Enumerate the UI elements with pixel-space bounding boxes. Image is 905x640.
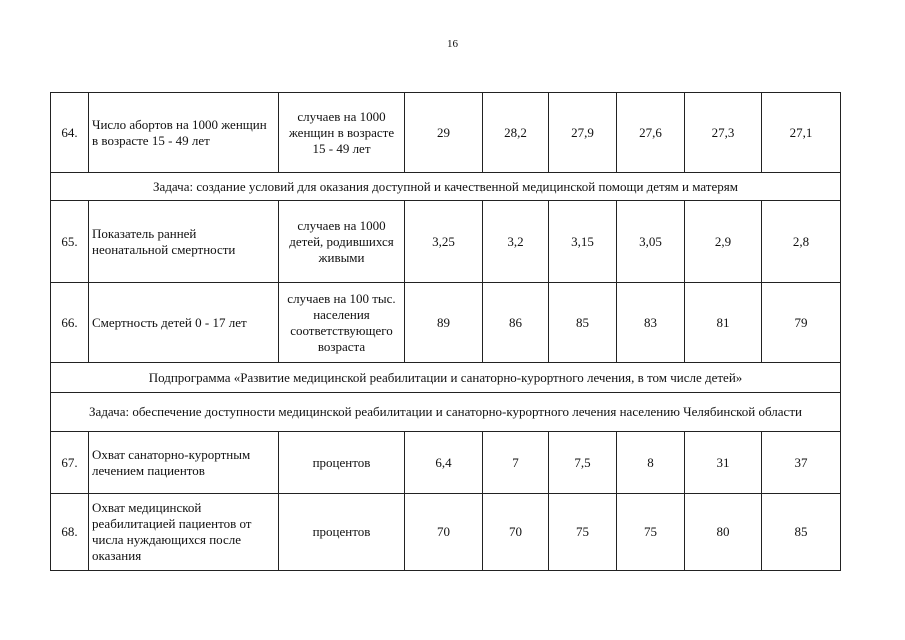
unit-cell: процентов bbox=[279, 432, 405, 494]
value-cell: 3,15 bbox=[549, 201, 617, 283]
task-heading: Задача: создание условий для оказания доступной и качественной медицинской помощи детям и матерям bbox=[51, 173, 841, 201]
row-number: 66. bbox=[51, 283, 89, 363]
indicator-name: Число абортов на 1000 женщин в возрасте 15 - 49 лет bbox=[89, 93, 279, 173]
value-cell: 31 bbox=[685, 432, 762, 494]
value-cell: 27,3 bbox=[685, 93, 762, 173]
subprogram-heading: Подпрограмма «Развитие медицинской реабилитации и санаторно-курортного лечения, в том числе детей» bbox=[51, 363, 841, 393]
table-row bbox=[51, 494, 841, 571]
value-cell: 85 bbox=[549, 283, 617, 363]
section-row bbox=[51, 173, 841, 201]
unit-cell: случаев на 1000 женщин в возрасте 15 - 49 лет bbox=[279, 93, 405, 173]
table-row bbox=[51, 93, 841, 173]
value-cell: 83 bbox=[617, 283, 685, 363]
table-row bbox=[51, 201, 841, 283]
table-row bbox=[51, 283, 841, 363]
unit-cell: процентов bbox=[279, 494, 405, 571]
value-cell: 28,2 bbox=[483, 93, 549, 173]
row-number: 67. bbox=[51, 432, 89, 494]
value-cell: 27,6 bbox=[617, 93, 685, 173]
indicator-name: Охват санаторно-курортным лечением пациентов bbox=[89, 432, 279, 494]
value-cell: 3,05 bbox=[617, 201, 685, 283]
task-heading: Задача: обеспечение доступности медицинской реабилитации и санаторно-курортного лечения населению Челябинской области bbox=[51, 393, 841, 432]
row-number: 65. bbox=[51, 201, 89, 283]
indicators-table bbox=[50, 92, 841, 571]
value-cell: 70 bbox=[405, 494, 483, 571]
value-cell: 7,5 bbox=[549, 432, 617, 494]
value-cell: 2,9 bbox=[685, 201, 762, 283]
value-cell: 8 bbox=[617, 432, 685, 494]
row-number: 64. bbox=[51, 93, 89, 173]
value-cell: 89 bbox=[405, 283, 483, 363]
value-cell: 37 bbox=[762, 432, 841, 494]
value-cell: 80 bbox=[685, 494, 762, 571]
value-cell: 27,1 bbox=[762, 93, 841, 173]
value-cell: 29 bbox=[405, 93, 483, 173]
unit-cell: случаев на 100 тыс. населения соответствующего возраста bbox=[279, 283, 405, 363]
value-cell: 27,9 bbox=[549, 93, 617, 173]
value-cell: 3,25 bbox=[405, 201, 483, 283]
value-cell: 75 bbox=[617, 494, 685, 571]
value-cell: 81 bbox=[685, 283, 762, 363]
indicator-name: Смертность детей 0 - 17 лет bbox=[89, 283, 279, 363]
unit-cell: случаев на 1000 детей, родившихся живыми bbox=[279, 201, 405, 283]
indicator-name: Охват медицинской реабилитацией пациентов от числа нуждающихся после оказания bbox=[89, 494, 279, 571]
section-row bbox=[51, 363, 841, 393]
indicator-name: Показатель ранней неонатальной смертности bbox=[89, 201, 279, 283]
value-cell: 7 bbox=[483, 432, 549, 494]
value-cell: 2,8 bbox=[762, 201, 841, 283]
value-cell: 70 bbox=[483, 494, 549, 571]
value-cell: 85 bbox=[762, 494, 841, 571]
table-row bbox=[51, 432, 841, 494]
value-cell: 75 bbox=[549, 494, 617, 571]
value-cell: 3,2 bbox=[483, 201, 549, 283]
value-cell: 79 bbox=[762, 283, 841, 363]
value-cell: 86 bbox=[483, 283, 549, 363]
row-number: 68. bbox=[51, 494, 89, 571]
section-row bbox=[51, 393, 841, 432]
value-cell: 6,4 bbox=[405, 432, 483, 494]
page-number: 16 bbox=[447, 38, 458, 50]
